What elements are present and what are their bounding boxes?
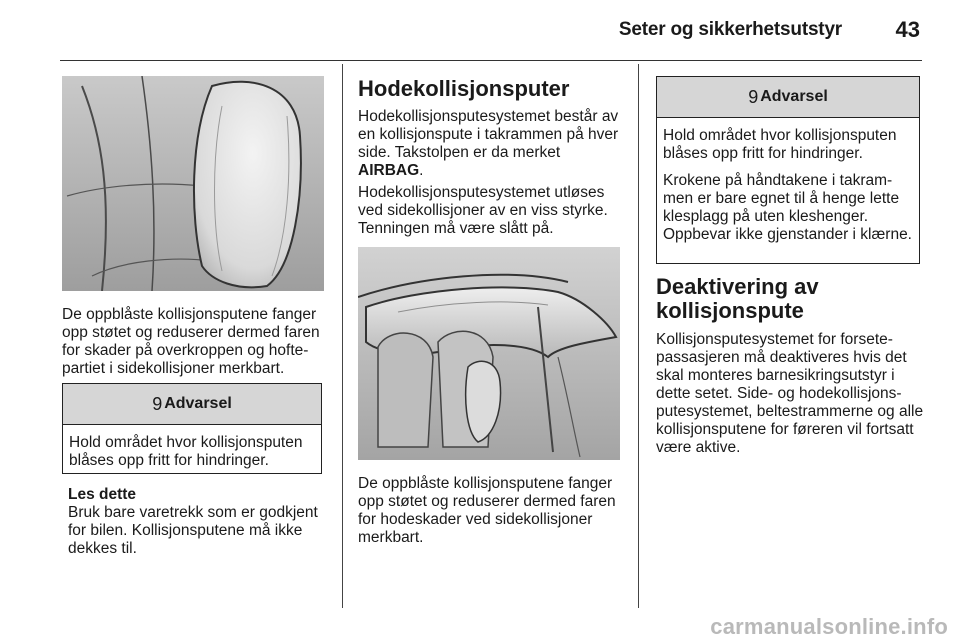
head-airbag-illustration bbox=[358, 247, 620, 460]
warning-title: Advarsel bbox=[760, 88, 828, 105]
middle-para-2: Hodekollisjonsputesystemet utløses ved sidekollisjoner av en viss styrke. Tenningen må være slått på. bbox=[358, 184, 608, 237]
left-warning-box bbox=[62, 383, 322, 474]
warning-para-1: Hold området hvor kollisjonsputen blåses opp fritt for hindringer. bbox=[663, 127, 897, 162]
warning-header bbox=[657, 77, 919, 118]
column-divider-1 bbox=[342, 64, 343, 608]
side-airbag-illustration bbox=[62, 76, 324, 291]
left-figure-caption: De oppblåste kollisjonsputene fanger opp støtet og reduserer dermed faren for skader på overkroppen og hoftepartiet i sidekollisjoner merkbart. bbox=[62, 306, 320, 377]
page-number: 43 bbox=[895, 17, 920, 42]
left-note bbox=[68, 486, 330, 558]
warning-triangle-icon: 9 bbox=[152, 393, 163, 414]
head-airbags-heading: Hodekollisjonsputer bbox=[358, 76, 570, 101]
right-warning-box bbox=[656, 76, 920, 264]
warning-body bbox=[63, 425, 321, 470]
airbag-keyword: AIRBAG bbox=[358, 162, 420, 179]
warning-triangle-icon: 9 bbox=[748, 86, 759, 107]
warning-title: Advarsel bbox=[164, 395, 232, 412]
note-title: Les dette bbox=[68, 486, 137, 503]
middle-para-1 bbox=[358, 108, 626, 180]
page-header bbox=[0, 0, 960, 40]
warning-header bbox=[63, 384, 321, 425]
header-rule bbox=[60, 60, 922, 61]
para1-text: Hodekollisjonsputesystemet består av en kollisjonspute i takrammen på hver side. Takstolpen er da merket bbox=[358, 108, 619, 161]
note-text: Bruk bare varetrekk som er godkjent for bilen. Kollisjonsputene må ikke dekkes til. bbox=[68, 504, 318, 557]
warning-para-2: Krokene på håndtakene i takrammen er bare egnet til å henge lette klesplagg på uten kleshenger. Oppbevar ikke gjenstander i klærne. bbox=[663, 172, 912, 243]
watermark: carmanualsonline.info bbox=[710, 614, 948, 639]
deactivation-heading: Deaktivering av kollisjonspute bbox=[656, 274, 819, 323]
warning-text: Hold området hvor kollisjonsputen blåses opp fritt for hindringer. bbox=[69, 434, 303, 469]
column-divider-2 bbox=[638, 64, 639, 608]
middle-figure-caption: De oppblåste kollisjonsputene fanger opp støtet og reduserer dermed faren for hodeskader ved sidekollisjoner merkbart. bbox=[358, 475, 616, 546]
section-title: Seter og sikkerhetsutstyr bbox=[618, 19, 842, 40]
para1-end: . bbox=[419, 162, 424, 179]
warning-body bbox=[657, 118, 919, 244]
right-para: Kollisjonsputesystemet for forsetepassasjeren må deaktiveres hvis det skal monteres barnesikringsutstyr i dette setet. Side- og hodekollisjonsputesystemet, beltestrammerne og alle kollisjonsputene for føreren vil fortsatt være aktive. bbox=[656, 331, 924, 456]
